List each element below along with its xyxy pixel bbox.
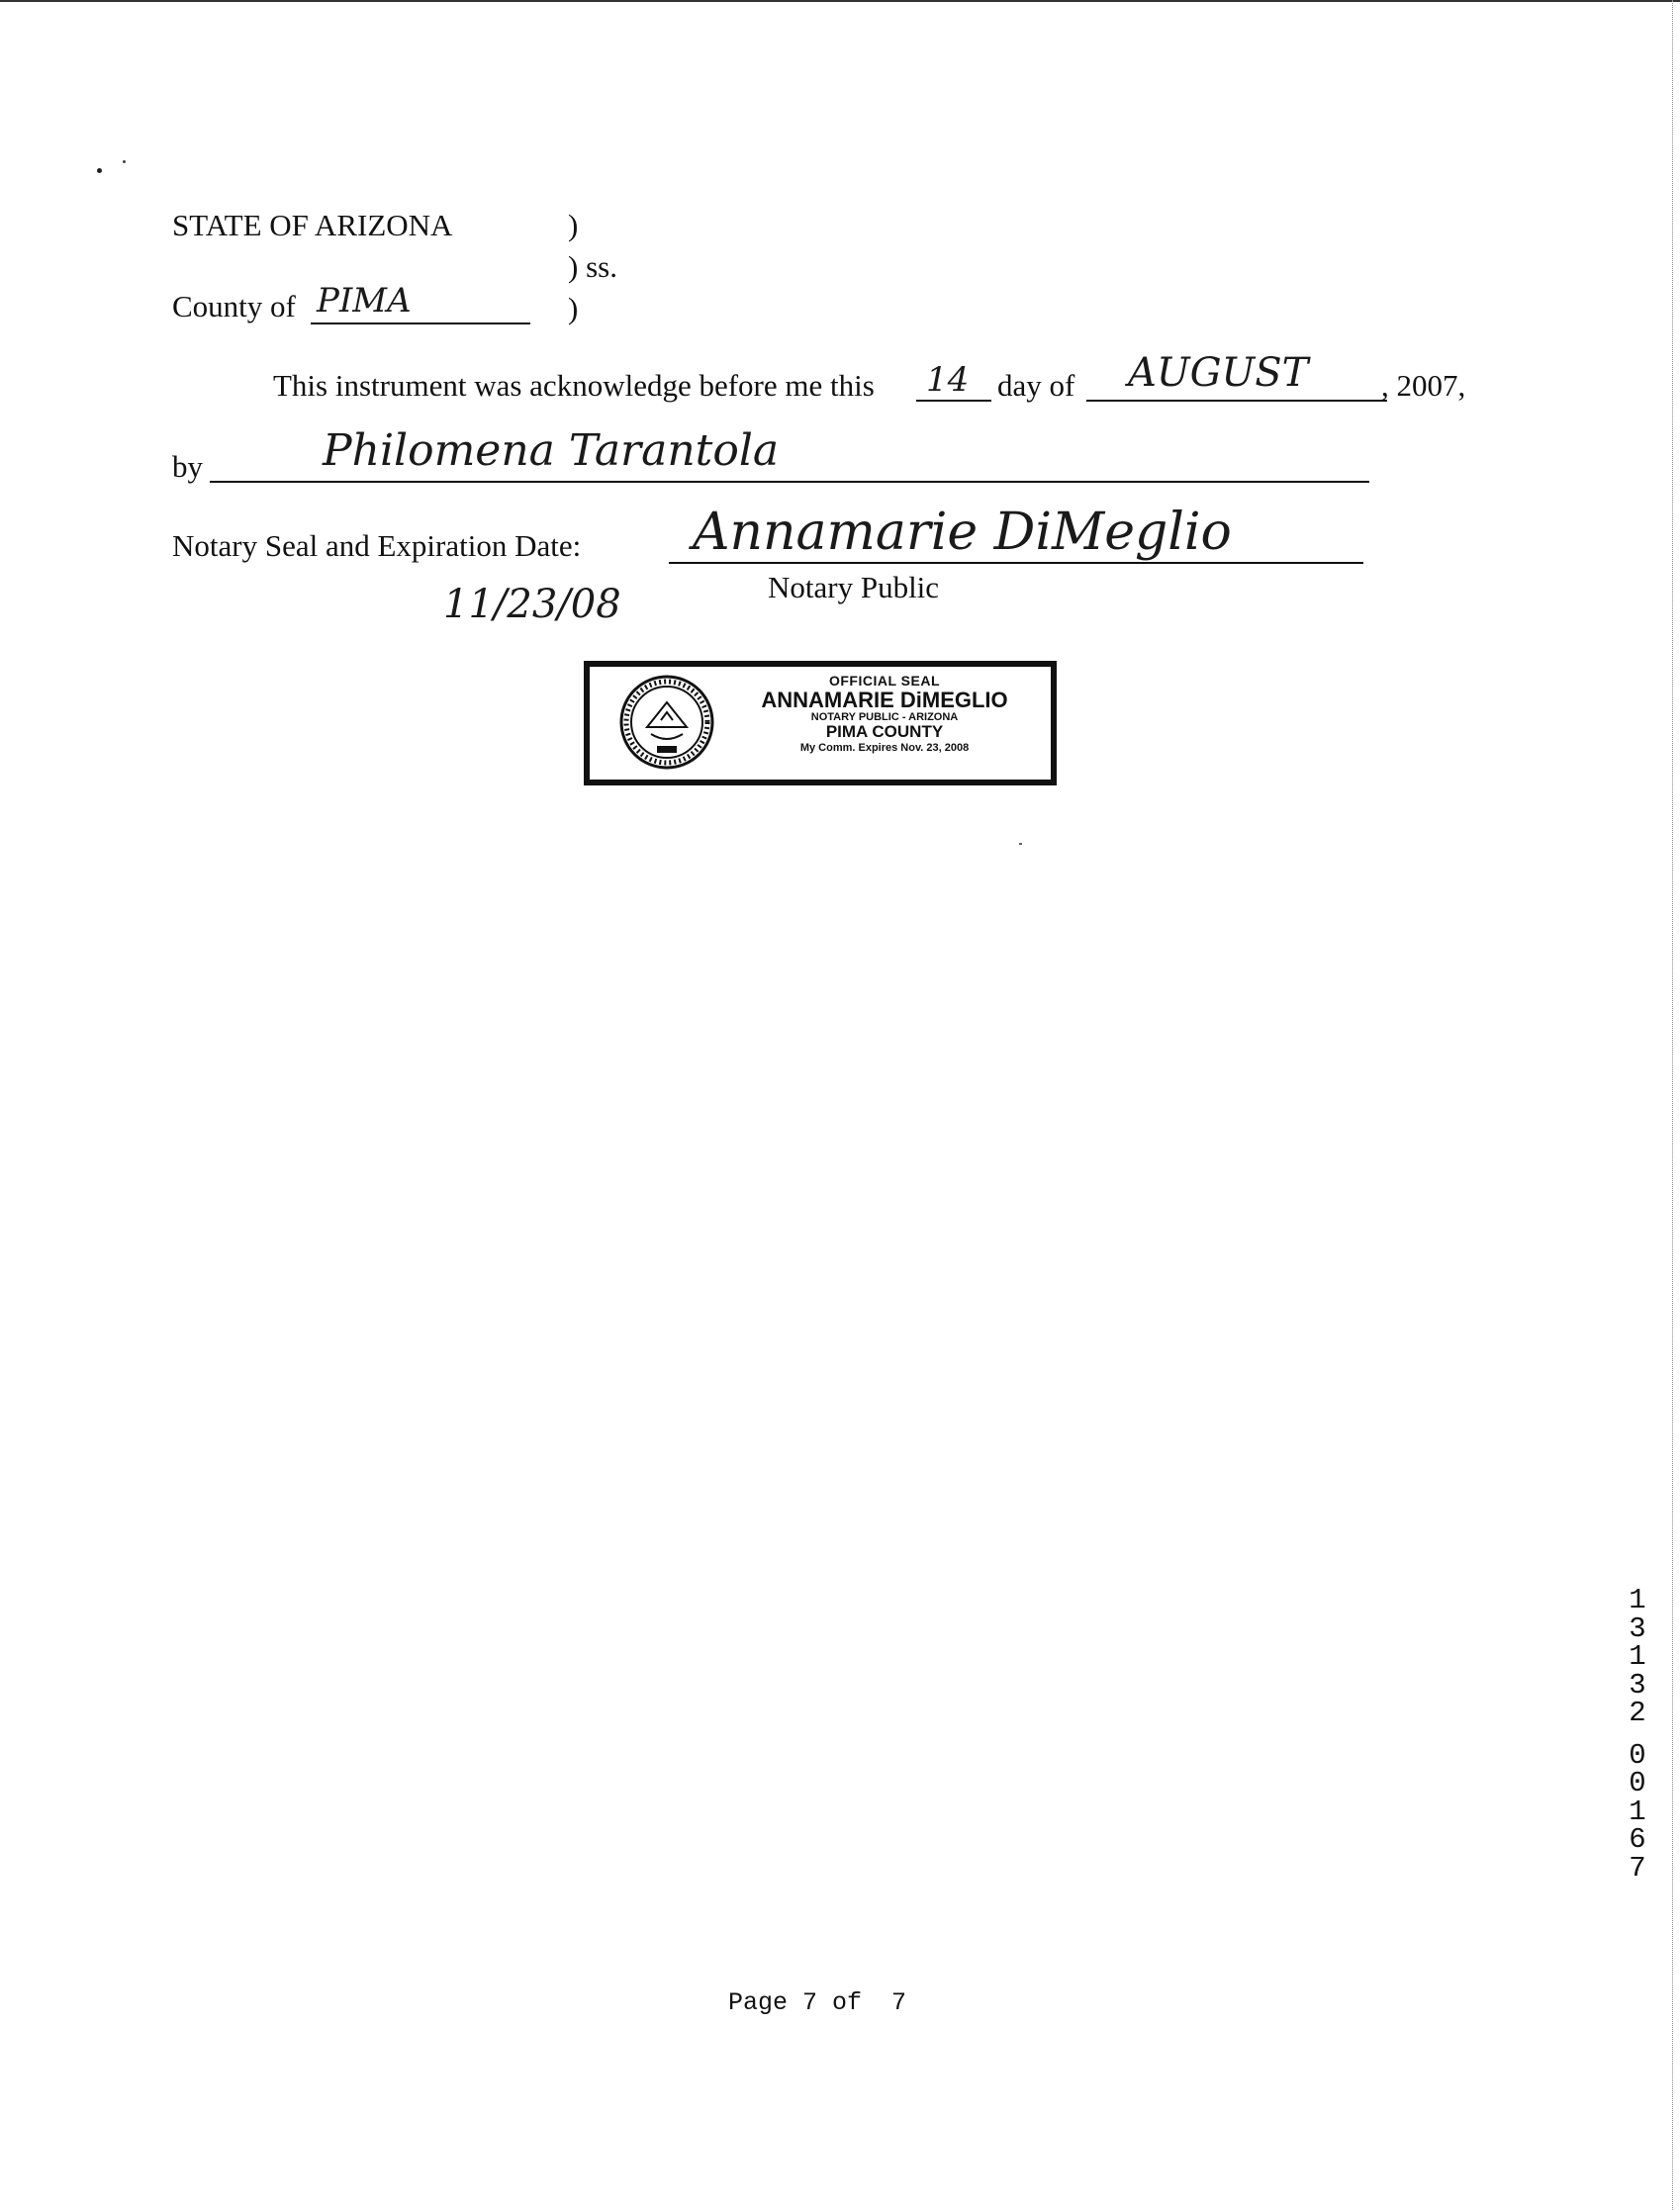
county-label: County of <box>172 289 296 323</box>
scan-edge-right <box>1672 0 1673 2210</box>
seal-line-1: OFFICIAL SEAL <box>828 673 941 689</box>
month-line <box>1086 400 1387 402</box>
by-value: Philomena Tarantola <box>323 425 780 476</box>
stray-mark <box>97 168 102 173</box>
expiration-value: 11/23/08 <box>443 582 621 627</box>
day-line <box>916 400 991 402</box>
seal-line-4: PIMA COUNTY <box>825 722 944 742</box>
stamp-digit: 0 <box>1629 1738 1646 1772</box>
by-label: by <box>172 449 203 484</box>
year-text: , 2007, <box>1381 368 1466 403</box>
venue-paren-top: ) <box>568 208 579 242</box>
notary-seal-label: Notary Seal and Expiration Date: <box>172 528 582 563</box>
stamp-digit: 0 <box>1629 1767 1646 1799</box>
official-seal-text <box>728 673 1041 754</box>
stamp-digit: 1 <box>1629 1640 1646 1673</box>
seal-line-3: NOTARY PUBLIC - ARIZONA <box>810 711 959 724</box>
acknowledgment-text: This instrument was acknowledge before me this <box>273 368 875 403</box>
stamp-digit: 1 <box>1629 1584 1646 1616</box>
venue-ss: ) ss. <box>568 249 617 284</box>
notary-signature: Annamarie DiMeglio <box>693 503 1232 562</box>
stamp-digit: 3 <box>1629 1668 1646 1702</box>
day-of-label: day of <box>997 368 1075 403</box>
arizona-state-seal-icon <box>617 673 716 772</box>
stamp-digit: 3 <box>1629 1611 1646 1645</box>
by-line <box>210 481 1369 483</box>
official-seal-stamp <box>584 661 1057 785</box>
state-heading: STATE OF ARIZONA <box>172 208 453 242</box>
county-value: PIMA <box>317 281 412 321</box>
scan-edge-top <box>0 0 1680 2</box>
notary-public-label: Notary Public <box>768 570 940 604</box>
venue-paren-bottom: ) <box>568 291 579 325</box>
notary-signature-line <box>669 562 1363 564</box>
page-number: Page 7 of 7 <box>728 1988 907 2017</box>
seal-line-5: My Comm. Expires Nov. 23, 2008 <box>799 741 970 754</box>
county-line <box>311 322 530 324</box>
stamp-digit: 7 <box>1629 1851 1646 1885</box>
month-value: AUGUST <box>1128 350 1309 396</box>
stamp-digit: 6 <box>1629 1823 1646 1856</box>
seal-line-2: ANNAMARIE DiMEGLIO <box>761 688 1008 712</box>
day-value: 14 <box>926 360 970 400</box>
recording-number-stamp <box>1623 1584 1652 1885</box>
stamp-digit: 2 <box>1629 1697 1646 1729</box>
stamp-digit: 1 <box>1629 1795 1646 1828</box>
stray-mark <box>1019 843 1022 845</box>
stray-mark <box>123 160 126 163</box>
